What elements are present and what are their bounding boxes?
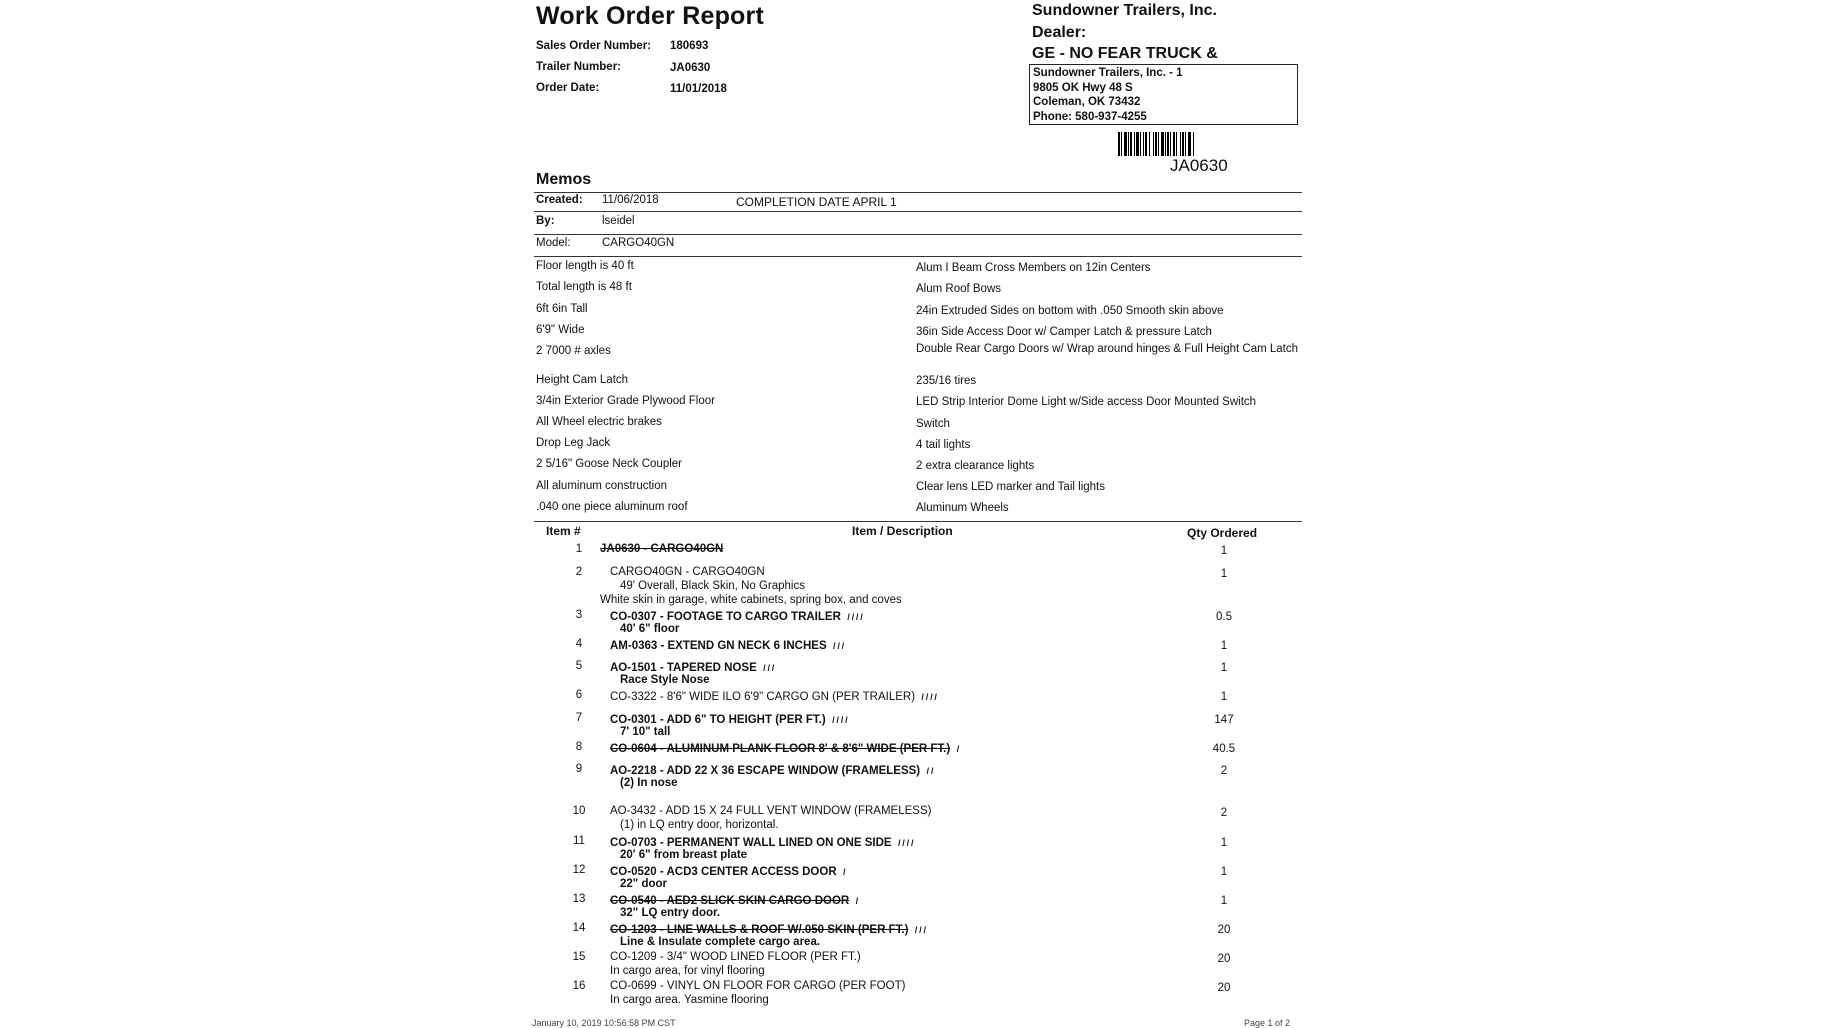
item-description-cell — [610, 922, 927, 936]
item-description-cell — [610, 609, 864, 623]
spec-right-item: 235/16 tires — [916, 375, 977, 387]
col-header-description: Item / Description — [852, 524, 953, 538]
divider — [534, 521, 1302, 522]
item-sub-description: 7' 10" tall — [620, 726, 671, 738]
item-number: 16 — [572, 980, 586, 992]
item-quantity: 0.5 — [1216, 611, 1232, 623]
item-number: 1 — [575, 543, 583, 555]
spec-right-item: Double Rear Cargo Doors w/ Wrap around hinges & Full Height Cam Latch — [916, 343, 1299, 355]
item-quantity: 1 — [1220, 866, 1228, 878]
item-quantity: 147 — [1214, 714, 1234, 726]
handwritten-tally-mark: ıııı — [921, 689, 939, 703]
item-quantity: 1 — [1220, 568, 1228, 580]
item-description-cell — [610, 864, 847, 878]
barcode-gap — [1194, 132, 1195, 156]
item-description: CO-1203 - LINE WALLS & ROOF W/.050 SKIN (PER FT.) — [610, 924, 909, 936]
item-description: JA0630 - CARGO40GN — [600, 543, 724, 555]
item-description: CO-0703 - PERMANENT WALL LINED ON ONE SIDE — [610, 837, 892, 849]
address-line: Coleman, OK 73432 — [1033, 96, 1141, 108]
item-number: 7 — [575, 712, 583, 724]
item-number: 5 — [575, 660, 583, 672]
item-quantity: 1 — [1220, 640, 1228, 652]
divider — [534, 256, 1302, 257]
item-sub-description: 20' 6" from breast plate — [620, 849, 748, 861]
item-description: AM-0363 - EXTEND GN NECK 6 INCHES — [610, 640, 827, 652]
item-quantity: 40.5 — [1212, 743, 1236, 755]
item-number: 14 — [572, 922, 586, 934]
address-line: Phone: 580-937-4255 — [1033, 110, 1147, 123]
handwritten-tally-mark: ııı — [762, 660, 776, 674]
handwritten-tally-mark: ı — [842, 864, 847, 878]
item-description: CO-0699 - VINYL ON FLOOR FOR CARGO (PER FOOT) — [610, 980, 906, 992]
item-description-cell — [610, 638, 846, 652]
spec-left-item: 2 5/16" Goose Neck Coupler — [536, 458, 682, 470]
item-number: 10 — [572, 805, 586, 817]
spec-left-item: 3/4in Exterior Grade Plywood Floor — [536, 395, 715, 407]
dealer-label: Dealer: — [1032, 24, 1087, 41]
item-description-cell — [610, 566, 765, 578]
spec-right-item: Aluminum Wheels — [916, 502, 1009, 514]
item-description-cell — [610, 980, 905, 992]
item-number: 15 — [572, 951, 586, 963]
spec-left-item: 2 7000 # axles — [536, 345, 611, 357]
order-date-label: Order Date: — [536, 82, 600, 94]
item-description-cell — [610, 763, 935, 777]
created-value: 11/06/2018 — [602, 194, 659, 206]
item-description-cell — [610, 689, 938, 703]
spec-right-item: Clear lens LED marker and Tail lights — [916, 481, 1105, 493]
spec-right-item: 4 tail lights — [916, 439, 971, 451]
dealer-name: GE - NO FEAR TRUCK & — [1032, 45, 1218, 62]
item-description: AO-1501 - TAPERED NOSE — [610, 662, 757, 674]
address-line: Sundowner Trailers, Inc. - 1 — [1033, 67, 1183, 79]
item-description: CO-0307 - FOOTAGE TO CARGO TRAILER — [610, 611, 841, 623]
handwritten-tally-mark: ı — [956, 741, 961, 755]
spec-left-item: All Wheel electric brakes — [536, 416, 662, 428]
spec-left-item: .040 one piece aluminum roof — [536, 501, 688, 513]
handwritten-tally-mark: ııı — [832, 638, 846, 652]
item-quantity: 1 — [1220, 662, 1228, 674]
item-number: 3 — [575, 609, 583, 621]
item-description: AO-3432 - ADD 15 X 24 FULL VENT WINDOW (FRAMELESS) — [610, 805, 932, 817]
item-sub-description: (2) In nose — [620, 777, 678, 789]
memo-note: COMPLETION DATE APRIL 1 — [736, 195, 897, 209]
handwritten-tally-mark: ıııı — [831, 712, 850, 726]
col-header-qty: Qty Ordered — [1187, 526, 1258, 540]
model-label: Model: — [536, 237, 571, 249]
item-description-cell — [610, 805, 931, 817]
company-name: Sundowner Trailers, Inc. — [1032, 2, 1217, 19]
item-description-cell — [610, 660, 776, 674]
report-title: Work Order Report — [536, 2, 764, 30]
item-quantity: 1 — [1220, 837, 1228, 849]
handwritten-tally-mark: ıııı — [846, 609, 865, 623]
item-description: CO-3322 - 8'6" WIDE ILO 6'9" CARGO GN (PER TRAILER) — [610, 691, 916, 703]
item-description: CO-0301 - ADD 6" TO HEIGHT (PER FT.) — [610, 714, 826, 726]
item-quantity: 2 — [1220, 765, 1228, 777]
spec-right-item: 2 extra clearance lights — [916, 460, 1035, 472]
created-label: Created: — [536, 194, 583, 206]
barcode — [1118, 132, 1195, 156]
divider — [534, 234, 1302, 235]
item-sub-description: (1) in LQ entry door, horizontal. — [620, 819, 779, 831]
dealer-address-box — [1029, 64, 1298, 125]
handwritten-tally-mark: ııı — [914, 922, 928, 936]
item-sub-description: 32" LQ entry door. — [620, 907, 721, 919]
item-sub-description: 22" door — [620, 878, 667, 890]
item-number: 12 — [572, 864, 586, 876]
barcode-text: JA0630 — [1170, 156, 1228, 175]
item-number: 13 — [572, 893, 586, 905]
item-description-cell — [610, 741, 961, 755]
item-quantity: 20 — [1217, 924, 1231, 936]
item-sub-description: 40' 6" floor — [620, 623, 680, 635]
model-value: CARGO40GN — [602, 237, 675, 249]
item-description: CO-1209 - 3/4" WOOD LINED FLOOR (PER FT.) — [610, 951, 861, 963]
spec-right-item: 24in Extruded Sides on bottom with .050 Smooth skin above — [916, 305, 1224, 317]
sales-order-label: Sales Order Number: — [536, 40, 652, 52]
spec-right-item: Switch — [916, 418, 950, 430]
handwritten-tally-mark: ıı — [926, 763, 935, 777]
item-sub-description: In cargo area, for vinyl flooring — [610, 965, 765, 977]
sales-order-value: 180693 — [670, 40, 709, 52]
item-number: 2 — [575, 566, 583, 578]
footer-timestamp: January 10, 2019 10:56:58 PM CST — [532, 1018, 676, 1028]
spec-left-item: Floor length is 40 ft — [536, 260, 634, 272]
item-sub-description: White skin in garage, white cabinets, spring box, and coves — [600, 594, 902, 606]
item-description-cell — [610, 712, 849, 726]
item-quantity: 1 — [1220, 545, 1228, 557]
divider — [534, 192, 1302, 193]
spec-left-item: Total length is 48 ft — [536, 281, 632, 293]
spec-right-item: LED Strip Interior Dome Light w/Side access Door Mounted Switch — [916, 396, 1257, 408]
spec-left-item: 6'9" Wide — [536, 324, 585, 336]
spec-left-item: All aluminum construction — [536, 480, 668, 492]
item-description-cell — [610, 951, 861, 963]
item-number: 11 — [573, 835, 585, 847]
trailer-number-value: JA0630 — [670, 62, 711, 74]
spec-left-item: 6ft 6in Tall — [536, 303, 588, 315]
item-description: AO-2218 - ADD 22 X 36 ESCAPE WINDOW (FRAMELESS) — [610, 765, 921, 777]
item-description: CO-0540 - AED2 SLICK SKIN CARGO DOOR — [610, 895, 850, 907]
by-label: By: — [536, 215, 555, 227]
handwritten-tally-mark: ı — [855, 893, 860, 907]
item-quantity: 1 — [1220, 895, 1228, 907]
spec-right-item: 36in Side Access Door w/ Camper Latch & pressure Latch — [916, 326, 1212, 338]
item-number: 6 — [575, 689, 583, 701]
item-description: CARGO40GN - CARGO40GN — [610, 566, 765, 578]
item-description-cell — [610, 835, 915, 849]
item-quantity: 2 — [1220, 807, 1228, 819]
divider — [534, 211, 1302, 212]
item-number: 9 — [575, 763, 583, 775]
item-number: 4 — [575, 638, 583, 650]
item-quantity: 1 — [1220, 691, 1228, 703]
handwritten-tally-mark: ıııı — [897, 835, 915, 849]
item-sub-description: Line & Insulate complete cargo area. — [620, 936, 821, 948]
item-quantity: 20 — [1217, 953, 1231, 965]
item-description-cell — [610, 893, 860, 907]
spec-right-item: Alum I Beam Cross Members on 12in Centers — [916, 262, 1151, 274]
by-value: lseidel — [602, 215, 635, 227]
item-sub-description: 49' Overall, Black Skin, No Graphics — [620, 580, 805, 592]
memos-heading: Memos — [536, 171, 592, 188]
spec-right-item: Alum Roof Bows — [916, 283, 1002, 295]
order-date-value: 11/01/2018 — [670, 83, 727, 95]
item-description: CO-0520 - ACD3 CENTER ACCESS DOOR — [610, 866, 837, 878]
spec-left-item: Height Cam Latch — [536, 374, 629, 386]
work-order-page — [532, 0, 1306, 1027]
col-header-item: Item # — [546, 524, 581, 538]
item-number: 8 — [575, 741, 583, 753]
trailer-number-label: Trailer Number: — [536, 61, 621, 73]
spec-left-item: Drop Leg Jack — [536, 437, 611, 449]
item-quantity: 20 — [1217, 982, 1231, 994]
item-description: CO-0604 - ALUMINUM PLANK FLOOR 8' & 8'6" WIDE (PER FT.) — [610, 743, 951, 755]
address-line: 9805 OK Hwy 48 S — [1033, 81, 1133, 94]
item-description-cell — [600, 543, 723, 555]
item-sub-description: In cargo area. Yasmine flooring — [610, 994, 769, 1006]
item-sub-description: Race Style Nose — [620, 674, 710, 686]
footer-page-number: Page 1 of 2 — [1244, 1018, 1291, 1028]
